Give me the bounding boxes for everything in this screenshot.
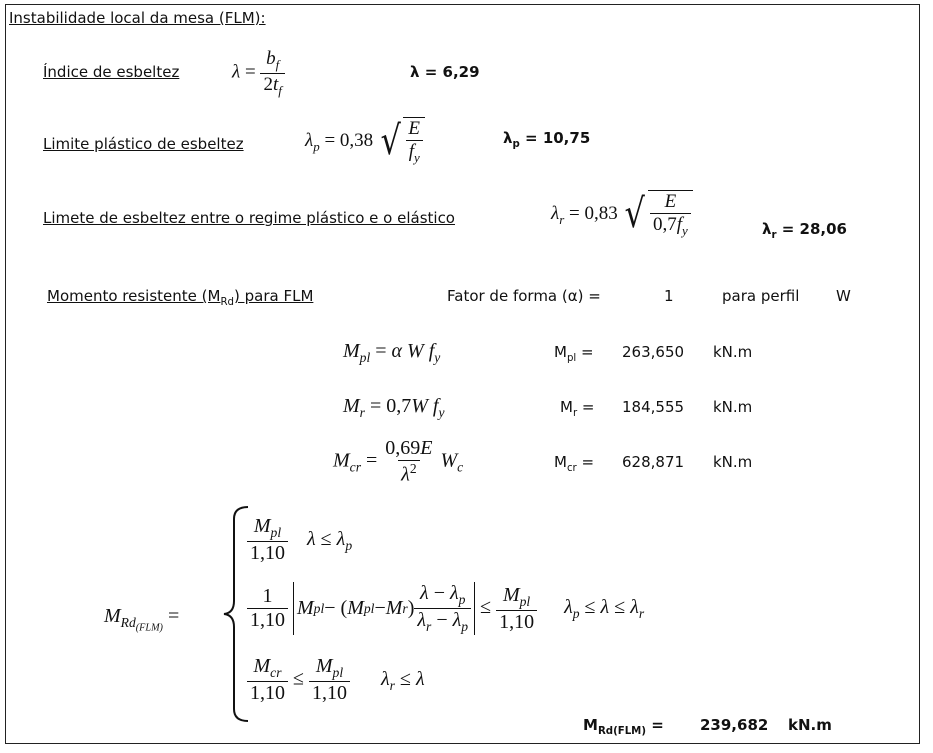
mrd-final-unit: kN.m <box>788 716 832 734</box>
plastic-limit-formula: $\lambda_p = 0,38$ √ $\frac{E}{f_y}$ <box>305 117 425 166</box>
mpl-value: 263,650 <box>622 343 685 361</box>
mr-value: 184,555 <box>622 398 685 416</box>
mrd-final-result: $M_{Rd(FLM)}$ = <box>583 716 664 737</box>
moment-label: Momento resistente $(M_{Rd})$ para FLM <box>47 287 314 308</box>
mr-formula: $M_r = 0,7W$ $f_y$ <box>343 395 445 420</box>
mpl-unit: kN.m <box>713 343 753 361</box>
section-heading: Instabilidade local da mesa (FLM): <box>9 9 266 27</box>
mcr-result: $M_{cr}$ = <box>554 453 595 474</box>
slenderness-result: λ = 6,29 <box>410 63 480 81</box>
mr-unit: kN.m <box>713 398 753 416</box>
mr-result: $M_r$ = <box>560 398 595 419</box>
mrd-lhs: $M_{Rd_{(FLM)}}$ = <box>104 605 180 634</box>
mcr-value: 628,871 <box>622 453 685 471</box>
shape-factor-label: Fator de forma (α) = <box>447 287 601 305</box>
case-2: $\frac{1}{1,10}$ M pl − ( M pl − M r ) $\frac{\lambda - \lambda_p}{\lambda_r - \lambda_p}$ ≤ $\frac{M_{pl}}{1,10}$ $\lambda_p \le \lambda \le \lambda_r$ <box>247 582 644 635</box>
plastic-limit-label: Limite plástico de esbeltez <box>43 135 244 153</box>
mpl-result: $M_{pl}$ = <box>554 343 594 364</box>
slenderness-label: Índice de esbeltez <box>43 63 180 81</box>
mcr-unit: kN.m <box>713 453 753 471</box>
profile-label: para perfil <box>722 287 800 305</box>
slenderness-formula: λ = $\frac{b_f}{2t_f}$ <box>232 48 285 99</box>
mcr-formula: $M_{cr}$ = $\frac{0,69E}{\lambda^2}$ $W_c$ <box>333 437 464 486</box>
elastic-limit-result: $\lambda_r = 28,06$ <box>762 220 847 241</box>
mpl-formula: $M_{pl} = \alpha$ W $f_y$ <box>343 340 441 365</box>
case-1: $\frac{M_{pl}}{1,10}$ $\lambda \le \lambda_p$ <box>247 515 352 565</box>
case-3: $\frac{M_{cr}}{1,10}$ ≤ $\frac{M_{pl}}{1,10}$ $\lambda_r \le \lambda$ <box>247 655 425 705</box>
mrd-final-value: 239,682 <box>700 716 769 734</box>
profile-value: W <box>836 287 851 305</box>
shape-factor-value: 1 <box>664 287 674 305</box>
elastic-limit-label: Limete de esbeltez entre o regime plástico e o elástico <box>43 209 455 227</box>
elastic-limit-formula: $\lambda_r = 0,83$ √ $\frac{E}{0,7f_y}$ <box>551 190 693 239</box>
plastic-limit-result: $\lambda_p = 10,75$ <box>503 129 591 150</box>
